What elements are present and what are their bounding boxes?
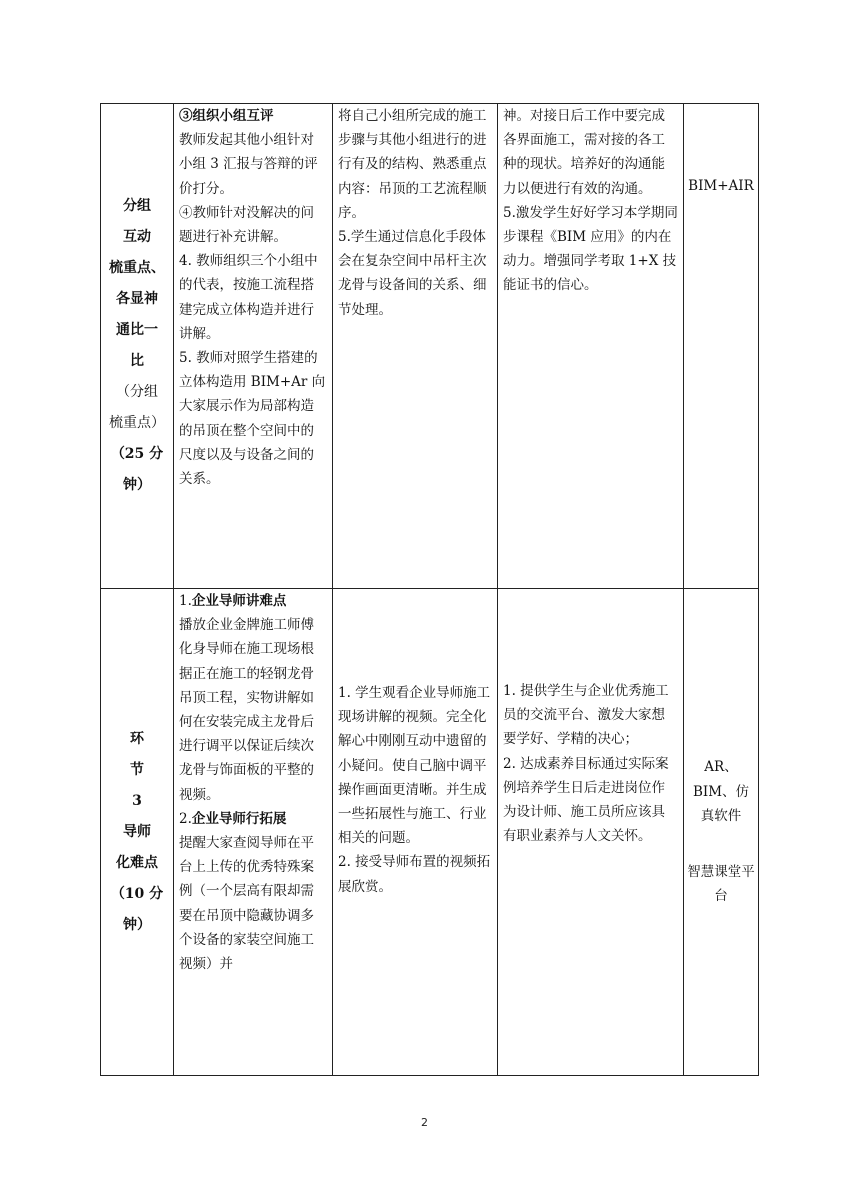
stage-time: 钟） [123,477,151,493]
stage-line: 比 [130,353,144,369]
teacher-heading [179,589,327,613]
student-paragraph: 1. 学生观看企业导师施工现场讲解的视频。完全化解心中刚刚互动中遗留的小疑问。使自己脑中调平操作画面更清晰。并生成一些拓展性与施工、行业相关的问题。 [338,685,491,847]
stage-line: 3 [132,792,142,809]
stage-sub: 梳重点） [109,415,165,431]
stage-time: （10 分 [110,885,164,902]
stage-sub: （分组 [116,384,158,400]
table-row-group-interaction [101,104,759,589]
heading-text: 企业导师行拓展 [191,810,287,827]
page-number: 2 [421,1116,428,1129]
stage-line: 互动 [123,229,151,245]
heading-text: 企业导师讲难点 [191,593,287,609]
stage-time: 钟） [123,916,151,933]
stage-cell [101,104,174,589]
teacher-heading: ③组织小组互评 [179,108,274,124]
intent-paragraph: 神。对接日后工作中要完成各界面施工，需对接的各工种的现状。培养好的沟通能力以便进行有效的沟通。 [503,108,665,197]
design-intent-cell [498,104,684,589]
student-paragraph: 2. 接受导师布置的视频拓展欣赏。 [338,854,491,895]
table-row-mentor [101,589,759,1076]
teacher-heading [179,807,327,831]
tools-spacer [687,828,755,860]
teacher-paragraph: 提醒大家查阅导师在平台上上传的优秀特殊案例（一个层高有限却需要在吊顶中隐藏协调多个设备的家装空间施工视频）并 [179,835,314,973]
student-activity-cell [333,589,498,1076]
tools-text: 智慧课堂平台 [687,864,755,905]
stage-line: 环 [130,730,144,747]
intent-paragraph: 1. 提供学生与企业优秀施工员的交流平台、激发大家想要学好、学精的决心； [503,683,669,748]
stage-cell [101,589,174,1076]
lesson-plan-table [100,103,759,1076]
stage-line: 节 [130,761,144,778]
student-paragraph: 5.学生通过信息化手段体会在复杂空间中吊杆主次龙骨与设备间的关系、细节处理。 [338,229,487,318]
stage-line: 分组 [123,198,151,214]
stage-line: 各显神 [116,291,158,307]
student-activity-cell [333,104,498,589]
stage-line: 化难点 [116,854,158,871]
teacher-paragraph: 教师发起其他小组针对小组 3 汇报与答辩的评价打分。 [179,132,318,197]
stage-line: 通比一 [116,322,158,338]
tools-text: BIM+AIR [688,178,754,194]
teacher-paragraph: 5. 教师对照学生搭建的立体构造用 BIM+Ar 向大家展示作为局部构造的吊顶在整个空间中的尺度以及与设备之间的关系。 [179,350,326,488]
design-intent-cell [498,589,684,1076]
teacher-paragraph: 播放企业金牌施工师傅化身导师在施工现场根据正在施工的轻钢龙骨吊顶工程，实物讲解如何在安装完成主龙骨后进行调平以保证后续次龙骨与饰面板的平整的视频。 [179,617,314,803]
heading-number: 2. [179,810,192,827]
student-paragraph: 将自己小组所完成的施工步骤与其他小组进行的进行有及的结构、熟悉重点内容：吊顶的工艺流程顺序。 [338,108,487,221]
teacher-paragraph: 4. 教师组织三个小组中的代表，按施工流程搭建完成立体构造并进行讲解。 [179,253,318,342]
tools-text: AR、BIM、仿真软件 [692,759,750,824]
teacher-activity-cell [174,104,333,589]
heading-number: 1. [179,593,192,609]
tools-cell [684,104,759,589]
intent-paragraph: 2. 达成素养目标通过实际案例培养学生日后走进岗位作为设计师、施工员所应该具有职业素养与人文关怀。 [503,755,669,845]
teacher-activity-cell [174,589,333,1076]
teacher-paragraph: ④教师针对没解决的问题进行补充讲解。 [179,204,314,246]
stage-time: （25 分 [110,446,164,462]
intent-paragraph: 5.激发学生好好学习本学期同步课程《BIM 应用》的内在动力。增强同学考取 1+X 技能证书的信心。 [503,204,678,294]
stage-line: 梳重点、 [109,260,165,276]
stage-line: 导师 [123,823,151,840]
tools-cell [684,589,759,1076]
